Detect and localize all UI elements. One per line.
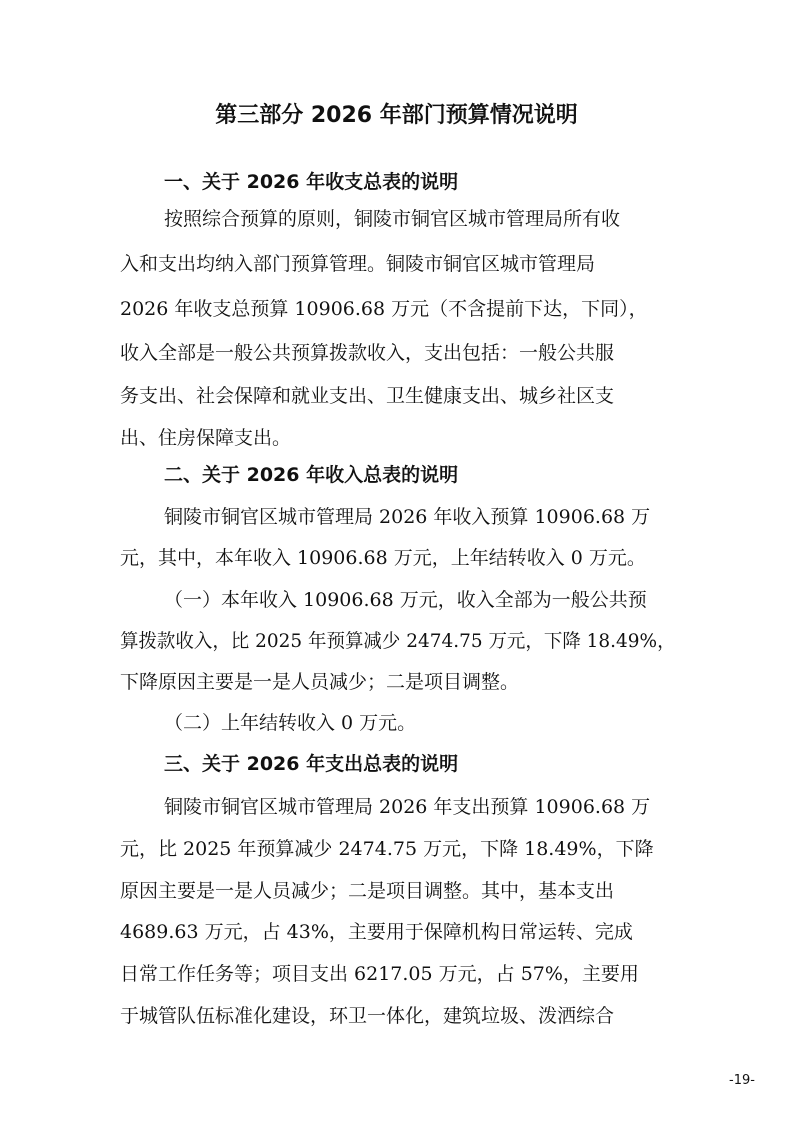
paragraph-line: 2026 年收支总预算 10906.68 万元（不含提前下达，下同）， bbox=[120, 298, 648, 320]
paragraph-line: 铜陵市铜官区城市管理局 2026 年支出预算 10906.68 万 bbox=[164, 796, 651, 818]
paragraph-line: 入和支出均纳入部门预算管理。铜陵市铜官区城市管理局 bbox=[120, 253, 596, 275]
paragraph-line: 4689.63 万元，占 43%，主要用于保障机构日常运转、完成 bbox=[120, 921, 633, 943]
section-heading-income-expenditure-summary: 一、关于 2026 年收支总表的说明 bbox=[164, 171, 459, 193]
page-title: 第三部分 2026 年部门预算情况说明 bbox=[215, 103, 578, 128]
paragraph-line: 原因主要是一是人员减少；二是项目调整。其中，基本支出 bbox=[120, 880, 615, 902]
paragraph-line: 元，其中，本年收入 10906.68 万元，上年结转收入 0 万元。 bbox=[120, 547, 646, 569]
paragraph-line: 算拨款收入，比 2025 年预算减少 2474.75 万元，下降 18.49%， bbox=[120, 630, 676, 652]
page-number: -19- bbox=[729, 1073, 755, 1088]
paragraph-line: （二）上年结转收入 0 万元。 bbox=[164, 712, 417, 734]
paragraph-line: 铜陵市铜官区城市管理局 2026 年收入预算 10906.68 万 bbox=[164, 506, 651, 528]
section-heading-income-summary: 二、关于 2026 年收入总表的说明 bbox=[164, 464, 459, 486]
paragraph-line: 日常工作任务等；项目支出 6217.05 万元，占 57%，主要用 bbox=[120, 963, 639, 985]
paragraph-line: 按照综合预算的原则，铜陵市铜官区城市管理局所有收 bbox=[164, 208, 621, 230]
paragraph-line: 收入全部是一般公共预算拨款收入，支出包括：一般公共服 bbox=[120, 342, 615, 364]
paragraph-line: 务支出、社会保障和就业支出、卫生健康支出、城乡社区支 bbox=[120, 385, 615, 407]
paragraph-line: 出、住房保障支出。 bbox=[120, 427, 292, 449]
paragraph-line: （一）本年收入 10906.68 万元，收入全部为一般公共预 bbox=[164, 589, 647, 611]
paragraph-line: 元，比 2025 年预算减少 2474.75 万元，下降 18.49%，下降 bbox=[120, 838, 654, 860]
section-heading-expenditure-summary: 三、关于 2026 年支出总表的说明 bbox=[164, 753, 459, 775]
paragraph-line: 下降原因主要是一是人员减少；二是项目调整。 bbox=[120, 671, 520, 693]
paragraph-line: 于城管队伍标准化建设，环卫一体化，建筑垃圾、泼洒综合 bbox=[120, 1005, 615, 1027]
